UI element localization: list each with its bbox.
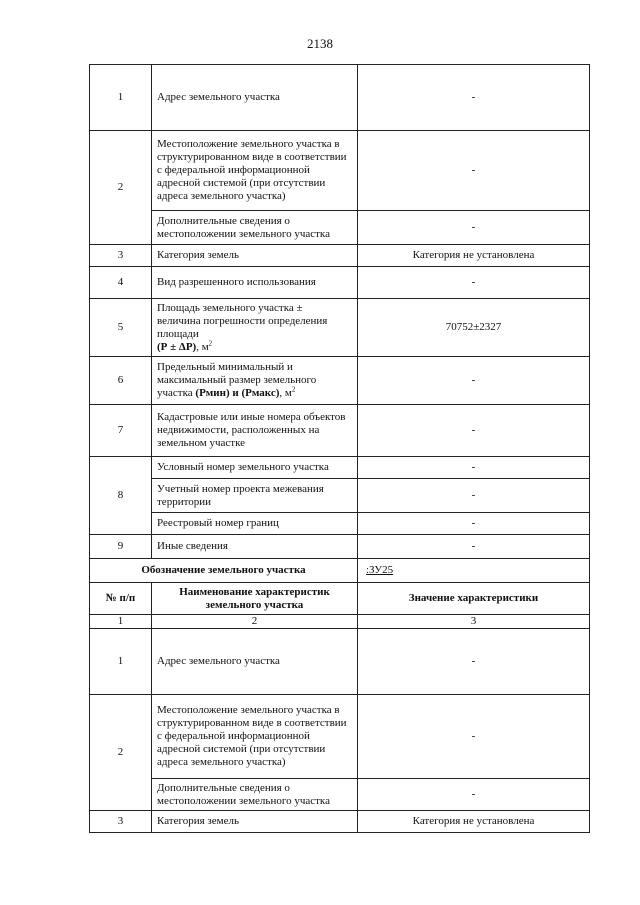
characteristic-value: - (358, 629, 590, 695)
table-row (90, 267, 590, 299)
table-row (90, 811, 590, 833)
name-line: площади (157, 327, 199, 340)
characteristic-name: Местоположение земельного участка в структурированном виде в соответствии с федеральной информационной адресной системой (при отсутствии адреса земельного участка) (152, 131, 358, 211)
column-number: 3 (358, 615, 590, 629)
characteristic-value: - (358, 535, 590, 559)
table-row (90, 245, 590, 267)
row-number: 6 (90, 357, 152, 405)
characteristic-value: - (358, 131, 590, 211)
table-row (90, 779, 590, 811)
characteristic-value: - (358, 267, 590, 299)
characteristic-name: Адрес земельного участка (152, 65, 358, 131)
table-row (90, 405, 590, 457)
unit-superscript: 2 (208, 338, 213, 347)
area-formula: (Р ± ΔР) (157, 340, 197, 353)
row-number: 2 (90, 695, 152, 811)
column-number: 2 (152, 615, 358, 629)
characteristic-value: 70752±2327 (358, 299, 590, 357)
page-number: 2138 (307, 36, 333, 51)
header-value: Значение характеристики (358, 583, 590, 615)
row-number: 3 (90, 245, 152, 267)
characteristic-value: Категория не установлена (358, 245, 590, 267)
row-number: 3 (90, 811, 152, 833)
characteristic-name: Местоположение земельного участка в структурированном виде в соответствии с федеральной информационной адресной системой (при отсутствии адреса земельного участка) (152, 695, 358, 779)
table-row (90, 629, 590, 695)
row-number: 5 (90, 299, 152, 357)
name-line: Площадь земельного участка ± (157, 301, 303, 314)
designation-value (358, 559, 590, 583)
name-line: участка (157, 387, 196, 399)
characteristic-name: Учетный номер проекта межевания территории (152, 479, 358, 513)
header-characteristic: Наименование характеристик земельного участка (152, 583, 358, 615)
size-formula: (Рмин) и (Рмакс) (195, 387, 280, 399)
characteristic-name: Адрес земельного участка (152, 629, 358, 695)
unit-label: , м (196, 340, 209, 353)
table-row (90, 131, 590, 211)
characteristic-name (152, 357, 358, 405)
characteristic-name (152, 299, 358, 357)
table-row (90, 535, 590, 559)
characteristic-value: - (358, 513, 590, 535)
name-line: Предельный минимальный и (157, 361, 293, 373)
characteristic-name: Категория земель (152, 811, 358, 833)
table-row (90, 479, 590, 513)
row-number: 2 (90, 131, 152, 245)
designation-label: Обозначение земельного участка (90, 559, 358, 583)
designation-code: :ЗУ25 (366, 564, 394, 576)
unit-superscript: 2 (291, 385, 296, 394)
characteristic-value: Категория не установлена (358, 811, 590, 833)
characteristic-value: - (358, 65, 590, 131)
characteristic-name: Дополнительные сведения о местоположении земельного участка (152, 779, 358, 811)
table-row (90, 65, 590, 131)
characteristic-value: - (358, 779, 590, 811)
table-row (90, 457, 590, 479)
row-number: 9 (90, 535, 152, 559)
characteristic-value: - (358, 457, 590, 479)
table-row (90, 513, 590, 535)
table-row (90, 695, 590, 779)
row-number: 4 (90, 267, 152, 299)
row-number: 7 (90, 405, 152, 457)
column-numbers-row (90, 615, 590, 629)
header-number: № п/п (90, 583, 152, 615)
characteristic-name: Условный номер земельного участка (152, 457, 358, 479)
characteristic-value: - (358, 357, 590, 405)
row-number: 8 (90, 457, 152, 535)
characteristic-name: Вид разрешенного использования (152, 267, 358, 299)
row-number: 1 (90, 629, 152, 695)
designation-row (90, 559, 590, 583)
characteristic-value: - (358, 695, 590, 779)
table-header-row (90, 583, 590, 615)
table-row (90, 211, 590, 245)
name-line: величина погрешности определения (157, 314, 328, 327)
characteristic-value: - (358, 211, 590, 245)
column-number: 1 (90, 615, 152, 629)
table-row (90, 357, 590, 405)
land-plot-table (89, 64, 590, 833)
characteristic-value: - (358, 405, 590, 457)
name-line: максимальный размер земельного (157, 374, 317, 386)
row-number: 1 (90, 65, 152, 131)
characteristic-value: - (358, 479, 590, 513)
characteristic-name: Реестровый номер границ (152, 513, 358, 535)
characteristic-name: Кадастровые или иные номера объектов недвижимости, расположенных на земельном участке (152, 405, 358, 457)
characteristic-name: Иные сведения (152, 535, 358, 559)
unit-label: , м (279, 387, 292, 399)
characteristic-name: Категория земель (152, 245, 358, 267)
table-row (90, 299, 590, 357)
characteristic-name: Дополнительные сведения о местоположении земельного участка (152, 211, 358, 245)
